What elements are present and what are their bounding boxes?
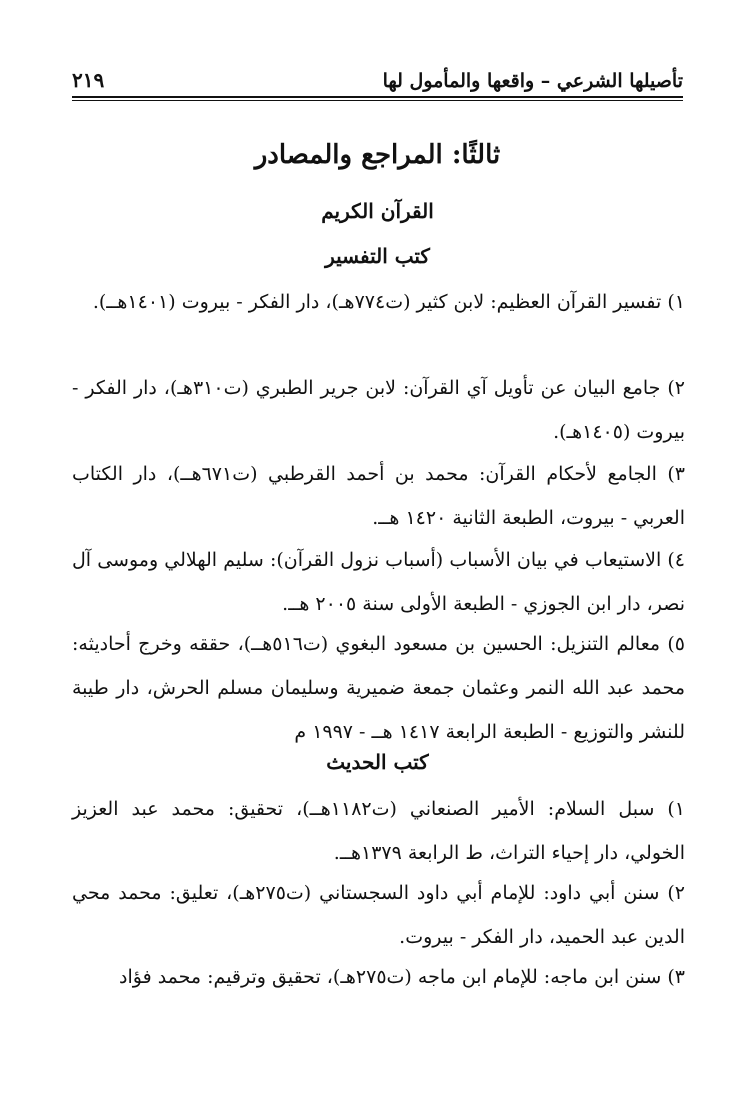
reference-entry: ٥) معالم التنزيل: الحسين بن مسعود البغوي (ت٥١٦هــ)، حققه وخرج أحاديثه: محمد عبد الله النمر وعثمان جمعة ضميرية وسليمان مسلم الحرش، دار طيبة للنشر والتوزيع - الطبعة الرابعة ١٤١٧ هــ - ١٩٩٧ م [72, 633, 685, 743]
reference-entry: ١) سبل السلام: الأمير الصنعاني (ت١١٨٢هــ)، تحقيق: محمد عبد العزيز الخولي، دار إحياء التراث، ط الرابعة ١٣٧٩هــ. [72, 798, 685, 864]
tafsir-heading: كتب التفسير [325, 244, 430, 268]
section-title: ثالثًا: المراجع والمصادر [254, 140, 501, 170]
hadith-heading: كتب الحديث [326, 750, 429, 774]
page-number: ٢١٩ [72, 68, 105, 92]
header-rule-thin [72, 100, 683, 101]
header-rule [72, 96, 683, 98]
running-title: تأصيلها الشرعي – واقعها والمأمول لها [382, 70, 683, 92]
reference-entry: ٣) سنن ابن ماجه: للإمام ابن ماجه (ت٢٧٥هـ)، تحقيق وترقيم: محمد فؤاد [119, 966, 685, 988]
reference-entry: ٣) الجامع لأحكام القرآن: محمد بن أحمد القرطبي (ت٦٧١هــ)، دار الكتاب العربي - بيروت، الطبعة الثانية ١٤٢٠ هــ. [72, 463, 685, 529]
running-header [72, 52, 683, 92]
quran-heading: القرآن الكريم [321, 199, 434, 223]
reference-entry: ٢) سنن أبي داود: للإمام أبي داود السجستاني (ت٢٧٥هـ)، تعليق: محمد محي الدين عبد الحميد، دار الفكر - بيروت. [72, 882, 686, 948]
reference-entry: ٤) الاستيعاب في بيان الأسباب (أسباب نزول القرآن): سليم الهلالي وموسى آل نصر، دار ابن الجوزي - الطبعة الأولى سنة ٢٠٠٥ هــ. [72, 549, 685, 615]
reference-entry: ٢) جامع البيان عن تأويل آي القرآن: لابن جرير الطبري (ت٣١٠هـ)، دار الفكر - بيروت (١٤٠٥هـ). [72, 377, 685, 443]
reference-entry: ١) تفسير القرآن العظيم: لابن كثير (ت٧٧٤هـ)، دار الفكر - بيروت (١٤٠١هــ). [92, 291, 685, 313]
